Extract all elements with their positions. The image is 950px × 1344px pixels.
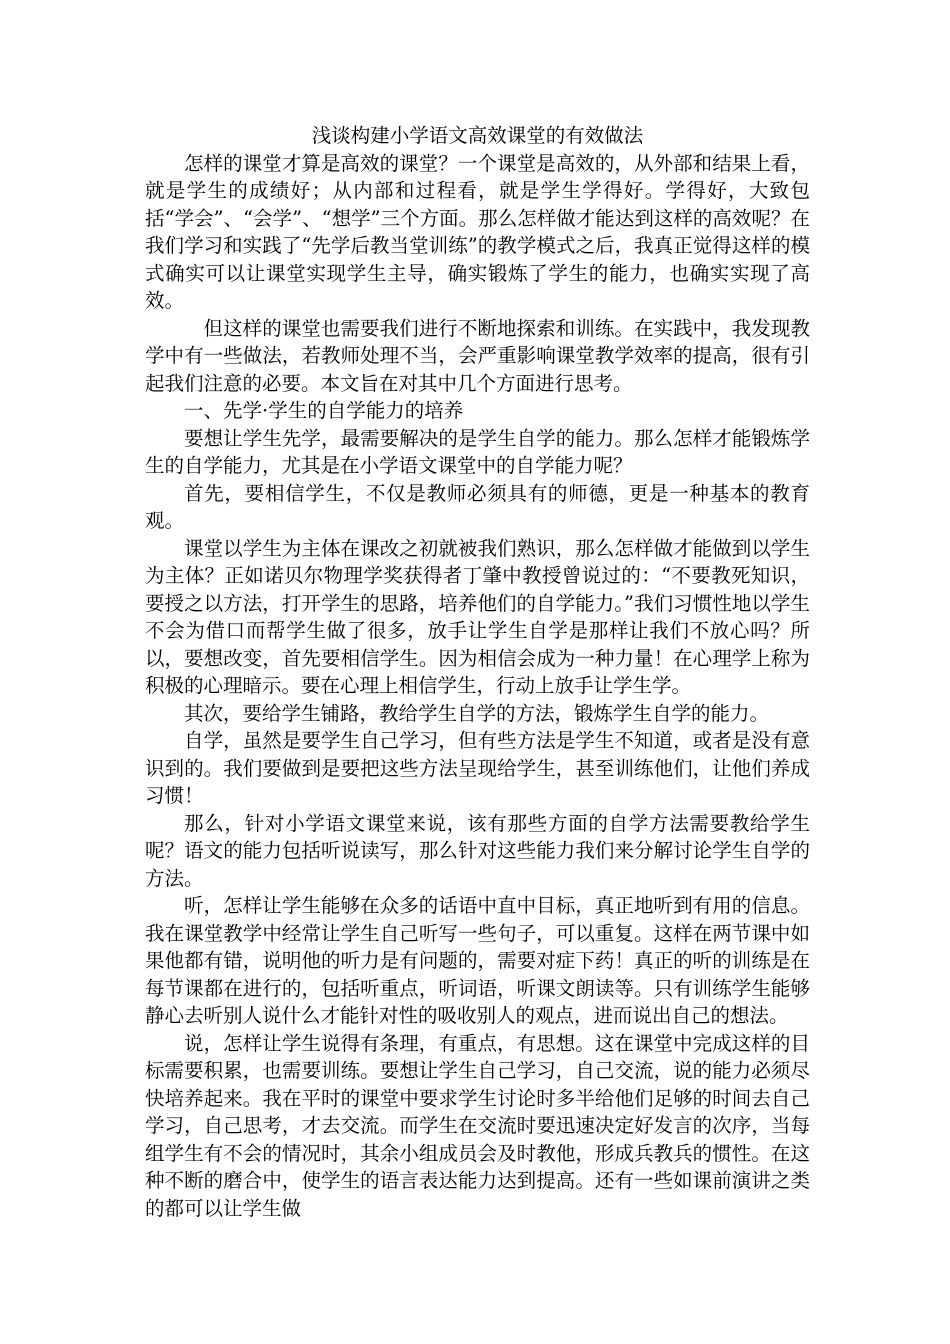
paragraph-student-centered: 课堂以学生为主体在课改之初就被我们熟识，那么怎样做才能做到以学生为主体？正如诺贝尔物理学奖获得者丁肇中教授曾说过的：“不要教死知识，要授之以方法，打开学生的思路，培养他们的自学能力。”我们习惯性地以学生不会为借口而帮学生做了很多，放手让学生自学是那样让我们不放心吗？所以，要想改变，首先要相信学生。因为相信会成为一种力量！在心理学上称为积极的心理暗示。要在心理上相信学生，行动上放手让学生学。 xyxy=(145,536,810,697)
section-heading-self-study: 一、先学·学生的自学能力的培养 xyxy=(184,399,464,422)
document-page xyxy=(145,122,810,1222)
paragraph-self-study-methods: 自学，虽然是要学生自己学习，但有些方法是学生不知道，或者是没有意识到的。我们要做到是要把这些方法呈现给学生，甚至训练他们，让他们养成习惯！ xyxy=(145,729,810,807)
paragraph-practice: 但这样的课堂也需要我们进行不断地探索和训练。在实践中，我发现教学中有一些做法，若教师处理不当，会严重影响课堂教学效率的提高，很有引起我们注意的必要。本文旨在对其中几个方面进行思考。 xyxy=(145,316,810,395)
document-title: 浅谈构建小学语文高效课堂的有效做法 xyxy=(311,124,644,147)
paragraph-chinese-class-methods: 那么，针对小学语文课堂来说，该有那些方面的自学方法需要教给学生呢？语文的能力包括听说读写，那么针对这些能力我们来分解讨论学生自学的方法。 xyxy=(145,811,810,890)
paragraph-intro: 怎样的课堂才算是高效的课堂？一个课堂是高效的，从外部和结果上看，就是学生的成绩好；从内部和过程看，就是学生学得好。学得好，大致包括“学会”、“会学”、“想学”三个方面。那么怎样做才能达到这样的高效呢？在我们学习和实践了“先学后教当堂训练”的教学模式之后，我真正觉得这样的模式确实可以让课堂实现学生主导，确实锻炼了学生的能力，也确实实现了高效。 xyxy=(145,151,810,312)
paragraph-speaking: 说，怎样让学生说得有条理，有重点，有思想。这在课堂中完成这样的目标需要积累，也需要训练。要想让学生自己学习，自己交流，说的能力必须尽快培养起来。我在平时的课堂中要求学生讨论时多半给他们足够的时间去自己学习，自己思考，才去交流。而学生在交流时要迅速决定好发言的次序，当每组学生有不会的情况时，其余小组成员会及时教他，形成兵教兵的惯性。在这种不断的磨合中，使学生的语言表达能力达到提高。还有一些如课前演讲之类的都可以让学生做 xyxy=(145,1031,810,1220)
paragraph-pave-way: 其次，要给学生铺路，教给学生自学的方法，锻炼学生自学的能力。 xyxy=(184,701,770,725)
paragraph-self-study-question: 要想让学生先学，最需要解决的是学生自学的能力。那么怎样才能锻炼学生的自学能力，尤其是在小学语文课堂中的自学能力呢？ xyxy=(145,426,810,477)
paragraph-trust-students: 首先，要相信学生，不仅是教师必须具有的师德，更是一种基本的教育观。 xyxy=(145,481,810,532)
paragraph-listening: 听，怎样让学生能够在众多的话语中直中目标，真正地听到有用的信息。我在课堂教学中经常让学生自己听写一些句子，可以重复。这样在两节课中如果他都有错，说明他的听力是有问题的，需要对症下药！真正的听的训练是在每节课都在进行的，包括听重点，听词语，听课文朗读等。只有训练学生能够静心去听别人说什么才能针对性的吸收别人的观点，进而说出自己的想法。 xyxy=(145,894,810,1027)
